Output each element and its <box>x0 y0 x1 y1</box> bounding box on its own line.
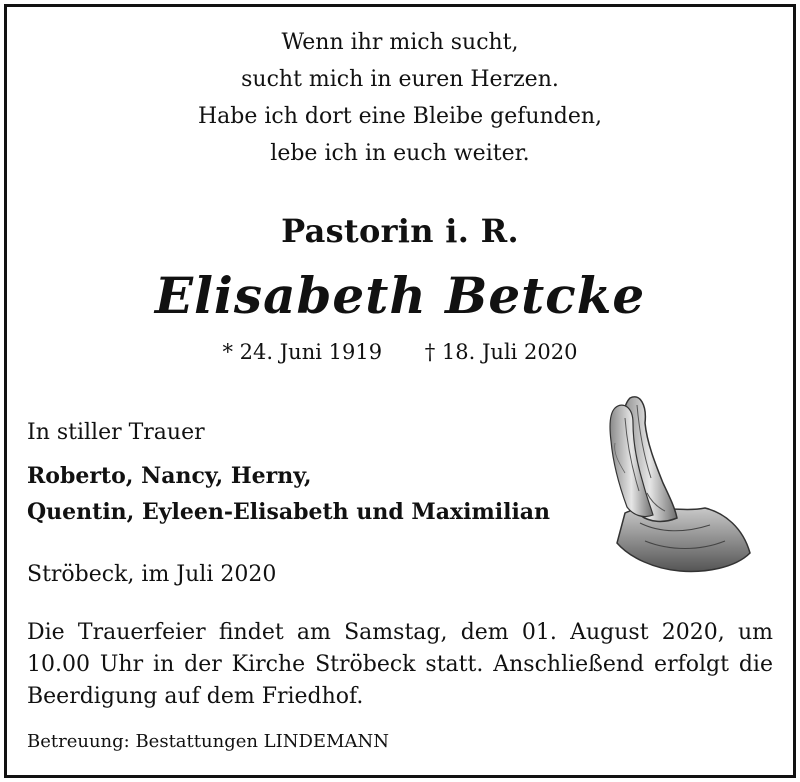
praying-hands-icon <box>585 383 755 583</box>
poem-line: Wenn ihr mich sucht, <box>281 30 519 55</box>
family-line: Quentin, Eyleen-Elisabeth und Maximilian <box>27 499 551 525</box>
poem-line: lebe ich in euch weiter. <box>270 141 530 166</box>
funeral-notice: Die Trauerfeier findet am Samstag, dem 01. August 2020, um 10.00 Uhr in der Kirche Ströbeck statt. Anschließend erfolgt die Beerdigung auf dem Friedhof. <box>27 620 773 709</box>
funeral-service: Betreuung: Bestattungen LINDEMANN <box>27 731 389 752</box>
poem-line: Habe ich dort eine Bleibe gefunden, <box>197 104 603 129</box>
poem-line: sucht mich in euren Herzen. <box>241 67 559 92</box>
life-dates <box>0 340 800 364</box>
poem <box>0 24 800 172</box>
grief-line: In stiller Trauer <box>27 420 205 445</box>
family-line: Roberto, Nancy, Herny, <box>27 463 312 489</box>
family-names <box>27 458 550 530</box>
place-date: Ströbeck, im Juli 2020 <box>27 562 277 587</box>
deceased-name: Elisabeth Betcke <box>154 266 646 325</box>
deceased-title: Pastorin i. R. <box>281 212 519 250</box>
birth-date: * 24. Juni 1919 <box>222 340 383 364</box>
death-date: † 18. Juli 2020 <box>424 340 578 364</box>
